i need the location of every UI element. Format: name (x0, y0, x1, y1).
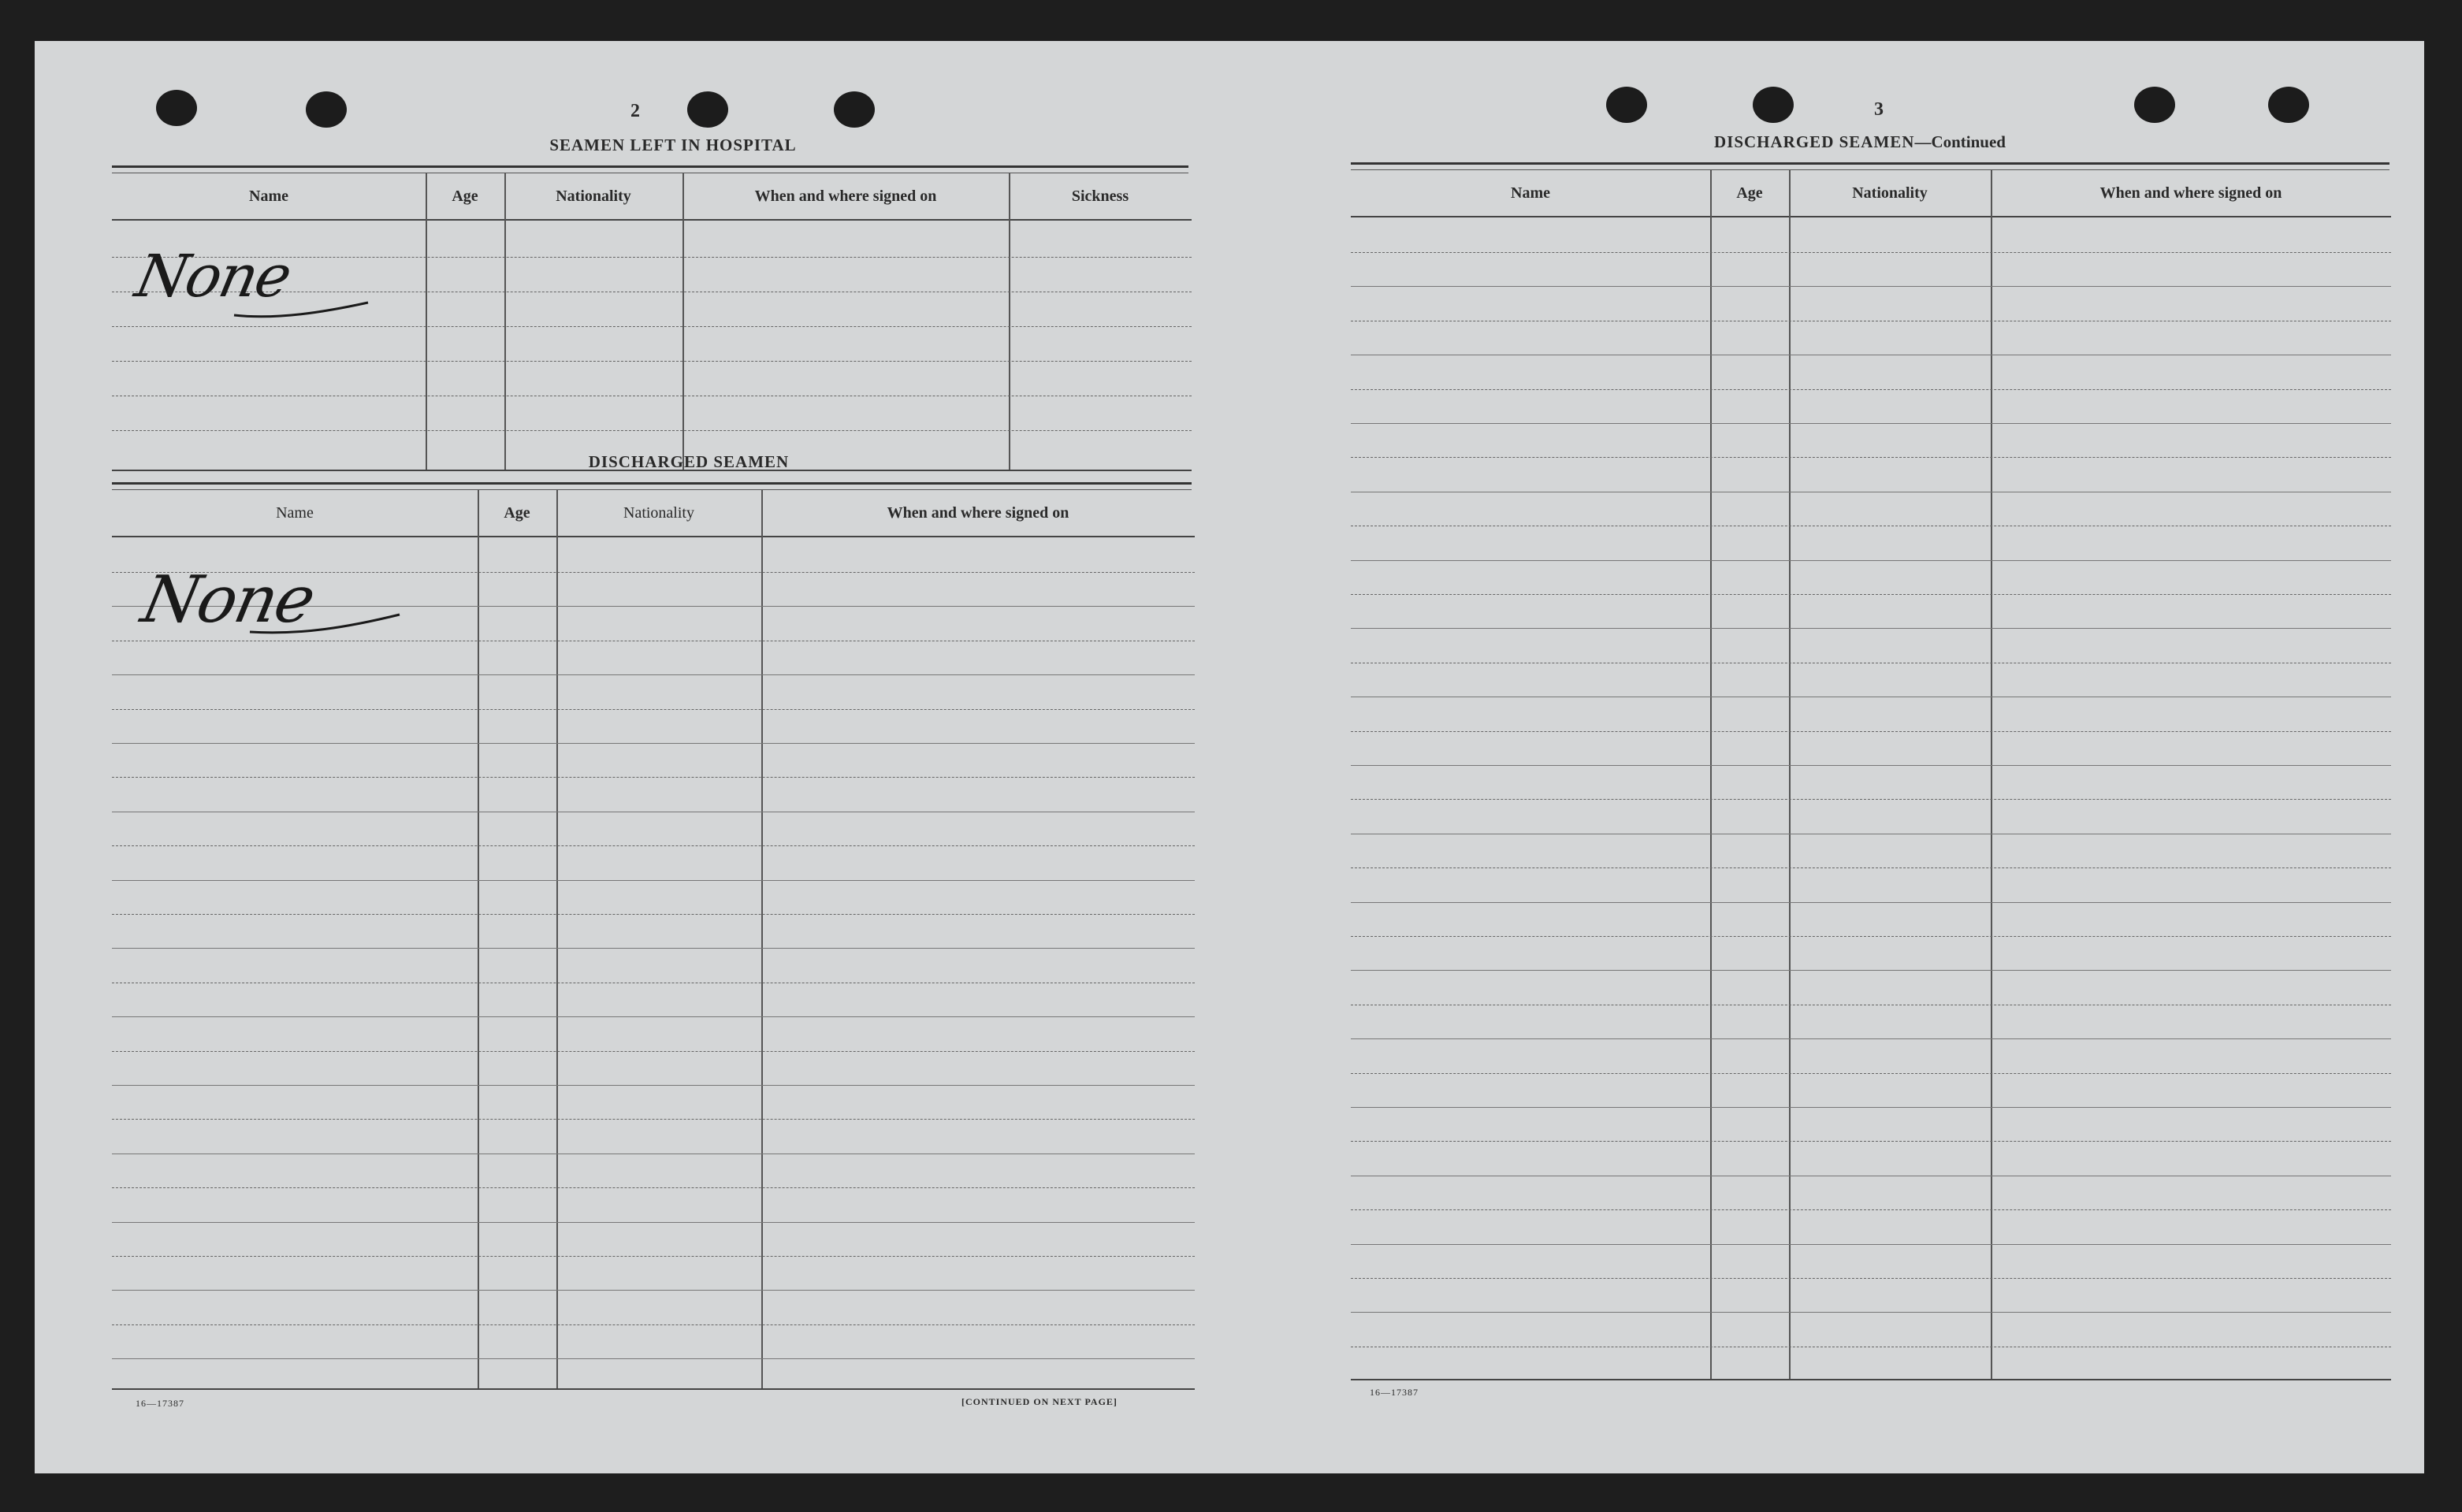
row-line (112, 948, 1195, 949)
header-rule (1351, 216, 2391, 217)
row-line (112, 1222, 1195, 1223)
hospital-table (112, 173, 1192, 471)
handwriting-flourish (246, 608, 404, 640)
column-header-age: Age (1736, 184, 1763, 202)
punch-hole (1753, 87, 1794, 123)
row-line (1351, 1141, 2391, 1142)
row-line (1351, 936, 2391, 937)
column-divider (761, 490, 763, 1390)
row-line (1351, 252, 2391, 253)
row-line (1351, 389, 2391, 390)
header-rule (112, 219, 1192, 221)
continued-note: [CONTINUED ON NEXT PAGE] (961, 1396, 1118, 1407)
row-line (1351, 731, 2391, 732)
column-divider (1009, 173, 1010, 471)
column-divider (1991, 170, 1992, 1380)
column-header-sickness: Sickness (1071, 187, 1129, 205)
punch-hole (306, 91, 347, 128)
page-number: 2 (630, 101, 640, 121)
punch-hole (2268, 87, 2309, 123)
row-line (112, 1119, 1195, 1120)
discharged-continued-title (1623, 132, 2096, 152)
column-header-signed-on: When and where signed on (2099, 184, 2282, 202)
section-rule (112, 165, 1188, 173)
column-header-age: Age (452, 187, 478, 205)
row-line (1351, 1312, 2391, 1313)
row-line (112, 1358, 1195, 1359)
column-header-signed-on: When and where signed on (754, 187, 937, 205)
handwriting-flourish (230, 292, 372, 323)
column-divider (556, 490, 558, 1390)
section-rule (112, 482, 1192, 490)
row-line (1351, 423, 2391, 424)
row-line (1351, 286, 2391, 287)
discharged-section-title: DISCHARGED SEAMEN (588, 452, 790, 471)
row-line (112, 361, 1192, 362)
row-line (1351, 628, 2391, 629)
row-line (1351, 799, 2391, 800)
column-header-age: Age (504, 503, 530, 522)
table-bottom-rule (112, 1388, 1195, 1390)
row-line (112, 674, 1195, 675)
row-line (112, 430, 1192, 431)
column-divider (1789, 170, 1791, 1380)
page-number: 3 (1874, 99, 1884, 120)
row-line (112, 709, 1195, 710)
column-header-name: Name (1511, 184, 1550, 202)
row-line (1351, 902, 2391, 903)
scanned-document (35, 41, 2424, 1473)
row-line (1351, 1278, 2391, 1279)
row-line (112, 914, 1195, 915)
column-header-name: Name (276, 503, 314, 522)
row-line (112, 1016, 1195, 1017)
row-line (1351, 594, 2391, 595)
row-line (1351, 1107, 2391, 1108)
row-line (112, 1051, 1195, 1052)
form-code: 16—17387 (1370, 1387, 1419, 1398)
column-header-nationality: Nationality (1852, 184, 1928, 202)
column-divider (426, 173, 427, 471)
header-rule (112, 536, 1195, 537)
column-header-nationality: Nationality (623, 503, 694, 522)
table-bottom-rule (1351, 1379, 2391, 1380)
column-divider (504, 173, 506, 471)
row-line (112, 1256, 1195, 1257)
row-line (112, 1324, 1195, 1325)
discharged-table (112, 490, 1195, 1390)
row-line (1351, 867, 2391, 868)
handwritten-entry: None (129, 243, 296, 310)
punch-hole (687, 91, 728, 128)
discharged-continued-table (1351, 170, 2391, 1380)
hospital-section-title: SEAMEN LEFT IN HOSPITAL (549, 136, 797, 154)
row-line (112, 880, 1195, 881)
section-rule (1351, 162, 2389, 170)
row-line (112, 326, 1192, 327)
column-divider (1710, 170, 1712, 1380)
punch-hole (1606, 87, 1647, 123)
row-line (112, 1187, 1195, 1188)
punch-hole (834, 91, 875, 128)
row-line (1351, 560, 2391, 561)
row-line (1351, 1244, 2391, 1245)
row-line (112, 1085, 1195, 1086)
left-page (35, 41, 1229, 1473)
row-line (1351, 765, 2391, 766)
column-divider (478, 490, 479, 1390)
row-line (112, 1290, 1195, 1291)
row-line (1351, 970, 2391, 971)
punch-hole (156, 90, 197, 126)
row-line (1351, 1073, 2391, 1074)
row-line (1351, 1038, 2391, 1039)
form-code: 16—17387 (136, 1398, 184, 1409)
column-header-nationality: Nationality (556, 187, 631, 205)
section-title-suffix: —Continued (1914, 132, 2006, 151)
handwritten-entry: None (135, 563, 321, 637)
section-title-text: DISCHARGED SEAMEN (1714, 132, 1915, 151)
row-line (1351, 457, 2391, 458)
row-line (112, 743, 1195, 744)
row-line (1351, 1209, 2391, 1210)
punch-hole (2134, 87, 2175, 123)
row-line (112, 777, 1195, 778)
row-line (112, 845, 1195, 846)
column-header-signed-on: When and where signed on (887, 503, 1069, 522)
column-divider (682, 173, 684, 471)
right-page (1229, 41, 2424, 1473)
column-header-name: Name (249, 187, 288, 205)
